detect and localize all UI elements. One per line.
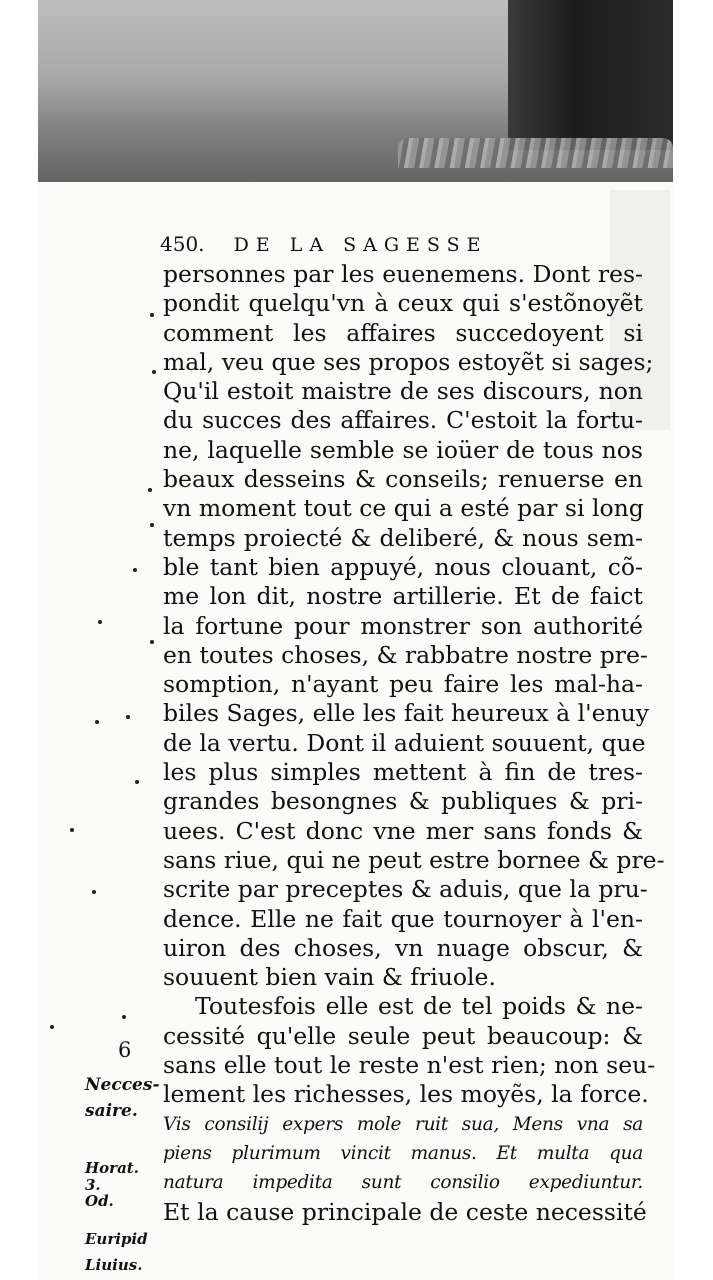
- ink-mark: [50, 1025, 54, 1029]
- ink-mark: [126, 715, 130, 719]
- text-line: cessité qu'elle seule peut beaucoup: &: [163, 1021, 643, 1050]
- text-line: dence. Elle ne fait que tournoyer à l'en-: [163, 904, 643, 933]
- text-line: grandes besongnes & publiques & pri-: [163, 787, 643, 816]
- book-binding-edge: [398, 138, 673, 168]
- ink-mark: [152, 370, 156, 374]
- margin-note-liuius: Liuius.: [85, 1256, 143, 1274]
- text-line: ble tant bien appuyé, nous clouant, cõ-: [163, 552, 643, 581]
- text-line: temps proiecté & deliberé, & nous sem-: [163, 523, 643, 552]
- text-line: biles Sages, elle les fait heureux à l'enuy: [163, 699, 650, 728]
- section-number: 6: [118, 1038, 132, 1062]
- text-line: la fortune pour monstrer son authorité: [163, 611, 643, 640]
- text-line: beaux desseins & conseils; renuerse en: [163, 465, 643, 494]
- latin-quotation-line: natura impedita sunt consilio expediuntur.: [163, 1172, 643, 1194]
- text-line: du succes des affaires. C'estoit la fortu-: [163, 406, 643, 435]
- page-number: 450.: [160, 232, 205, 256]
- text-line: les plus simples mettent à fin de tres-: [163, 758, 643, 787]
- text-line: de la vertu. Dont il aduient souuent, que: [163, 728, 646, 757]
- text-line: uiron des choses, vn nuage obscur, &: [163, 933, 643, 962]
- text-line: uees. C'est donc vne mer sans fonds &: [163, 816, 643, 845]
- text-line: souuent bien vain & friuole.: [163, 963, 496, 992]
- running-header: [160, 232, 550, 260]
- margin-note-euripid: Euripid: [85, 1230, 148, 1248]
- ink-mark: [98, 620, 102, 624]
- text-line: ne, laquelle semble se ioüer de tous nos: [163, 435, 643, 464]
- text-line: lement les richesses, les moyẽs, la force.: [163, 1080, 649, 1109]
- ink-mark: [133, 568, 137, 572]
- text-line: somption, n'ayant peu faire les mal-ha-: [163, 670, 643, 699]
- ink-mark: [70, 828, 74, 832]
- ink-mark: [148, 488, 152, 492]
- margin-note-necessaire: [85, 1070, 160, 1122]
- text-line: sans riue, qui ne peut estre bornee & pre-: [163, 845, 665, 874]
- margin-note-horat: [85, 1158, 155, 1210]
- ink-mark: [122, 1015, 126, 1019]
- text-line: personnes par les euenemens. Dont res-: [163, 260, 643, 288]
- text-line: Et la cause principale de ceste necessité: [163, 1197, 647, 1226]
- ink-mark: [135, 780, 139, 784]
- margin-note-line: 3.: [85, 1176, 101, 1194]
- text-line: en toutes choses, & rabbatre nostre pre-: [163, 640, 648, 669]
- text-line: scrite par preceptes & aduis, que la pru-: [163, 875, 648, 904]
- text-line: comment les affaires succedoyent si: [163, 318, 643, 347]
- margin-note-line: Necces-: [85, 1075, 160, 1095]
- ink-mark: [150, 523, 154, 527]
- ink-mark: [92, 890, 96, 894]
- body-text: [163, 260, 665, 1227]
- ink-mark: [95, 720, 99, 724]
- text-line: Qu'il estoit maistre de ses discours, non: [163, 377, 643, 406]
- text-line: sans elle tout le reste n'est rien; non seu-: [163, 1051, 656, 1080]
- latin-quotation-line: Vis consilij expers mole ruit sua, Mens vna sa: [163, 1113, 643, 1135]
- latin-quotation-line: piens plurimum vincit manus. Et multa qua: [163, 1142, 643, 1164]
- margin-note-line: saire.: [85, 1101, 138, 1121]
- text-line: Toutesfois elle est de tel poids & ne-: [195, 992, 643, 1021]
- background-shadow: [508, 0, 673, 150]
- text-line: vn moment tout ce qui a esté par si long: [163, 494, 644, 523]
- margin-note-line: Od.: [85, 1192, 114, 1210]
- running-title: DE LA SAGESSE: [233, 234, 488, 256]
- ink-mark: [150, 640, 154, 644]
- margin-note-line: Horat.: [85, 1159, 139, 1177]
- text-line: mal, veu que ses propos estoyẽt si sages;: [163, 347, 654, 376]
- photo-background: [38, 0, 673, 192]
- ink-mark: [150, 313, 154, 317]
- text-line: me lon dit, nostre artillerie. Et de faict: [163, 582, 643, 611]
- text-line: pondit quelqu'vn à ceux qui s'estõnoyẽt: [163, 289, 643, 318]
